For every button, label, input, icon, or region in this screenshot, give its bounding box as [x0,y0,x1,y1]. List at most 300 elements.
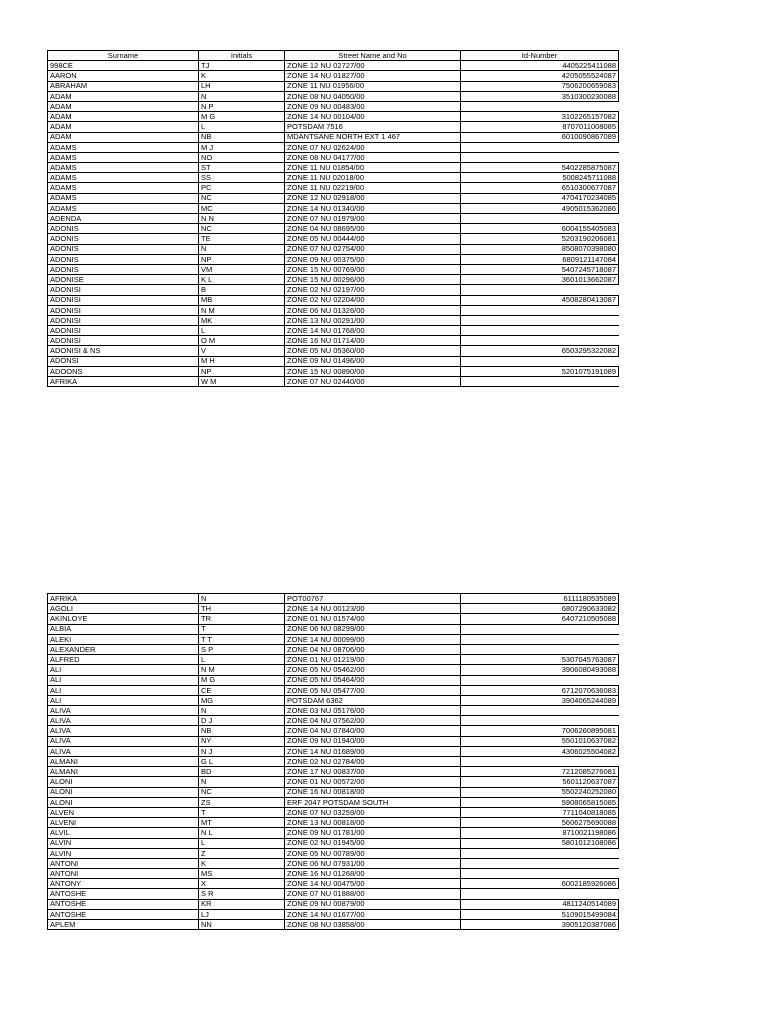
surname-cell: ADONIS [48,224,199,234]
surname-cell: ADONISI [48,305,199,315]
initials-cell: B [199,285,285,295]
surname-cell: AKINLOYE [48,614,199,624]
table-row [48,203,619,213]
street-cell: ZONE 01 NU 01574/00 [285,614,461,624]
street-cell: ZONE 08 NU 04050/00 [285,91,461,101]
surname-cell: ALIVA [48,706,199,716]
surname-cell: ALVENI [48,818,199,828]
street-cell: ZONE 09 NU 00375/00 [285,254,461,264]
table-row [48,838,619,848]
street-cell: ZONE 15 NU 00890/00 [285,366,461,376]
table-row [48,757,619,767]
surname-cell: ADAMS [48,163,199,173]
surname-cell: ALIVA [48,736,199,746]
street-cell: ZONE 04 NU 07840/00 [285,726,461,736]
table-row [48,101,619,111]
id-number-cell [461,336,619,346]
street-cell: ZONE 11 NU 02219/00 [285,183,461,193]
surname-cell: 998CE [48,61,199,71]
street-cell: ZONE 11 NU 01956/00 [285,81,461,91]
street-cell: ZONE 09 NU 01496/00 [285,356,461,366]
table-row [48,366,619,376]
surname-cell: ALMANI [48,757,199,767]
initials-cell: K L [199,275,285,285]
initials-cell: TE [199,234,285,244]
id-number-cell [461,152,619,162]
surname-cell: ADAM [48,132,199,142]
table-row [48,91,619,101]
surname-cell: ADONISI & NS [48,346,199,356]
street-cell: ZONE 16 NU 00818/00 [285,787,461,797]
id-number-cell: 6111180535089 [461,594,619,604]
initials-cell: L [199,326,285,336]
surname-cell: ANTOSHE [48,909,199,919]
table-row [48,254,619,264]
street-cell: ZONE 14 NU 01340/00 [285,203,461,213]
initials-cell: V [199,346,285,356]
table-row [48,183,619,193]
street-cell: ZONE 06 NU 01326/00 [285,305,461,315]
initials-cell: MK [199,315,285,325]
surname-cell: ADONISI [48,285,199,295]
table-row [48,604,619,614]
id-number-cell: 3510300230088 [461,91,619,101]
table-row [48,142,619,152]
surname-cell: ALVIN [48,848,199,858]
table-row [48,736,619,746]
surname-cell: ALEKI [48,634,199,644]
initials-cell: N [199,706,285,716]
surname-cell: ADAM [48,122,199,132]
initials-cell: S P [199,644,285,654]
street-cell: POTSDAM 6362 [285,695,461,705]
table-row [48,797,619,807]
table-row [48,665,619,675]
table-row [48,346,619,356]
initials-cell: NC [199,193,285,203]
table-row [48,244,619,254]
table-row [48,624,619,634]
id-number-cell [461,377,619,387]
table-row [48,594,619,604]
initials-cell: X [199,879,285,889]
initials-cell: NY [199,736,285,746]
surname-cell: AFRIKA [48,594,199,604]
id-number-cell: 5109015499084 [461,909,619,919]
id-number-cell: 5606275690088 [461,818,619,828]
initials-cell: NO [199,152,285,162]
table-row [48,356,619,366]
surname-cell: ANTONY [48,879,199,889]
initials-cell: M H [199,356,285,366]
surname-cell: ALVEN [48,807,199,817]
initials-cell: CE [199,685,285,695]
table-row [48,315,619,325]
initials-cell: NB [199,726,285,736]
table-row [48,305,619,315]
id-number-cell [461,675,619,685]
table-row [48,173,619,183]
table-row [48,828,619,838]
initials-cell: T [199,807,285,817]
surname-cell: ADAM [48,112,199,122]
surname-cell: ANTONI [48,869,199,879]
table-row [48,336,619,346]
table-row [48,746,619,756]
initials-cell: N [199,594,285,604]
id-number-cell [461,757,619,767]
street-cell: ZONE 12 NU 02727/00 [285,61,461,71]
surname-cell: ADONISI [48,315,199,325]
table-row [48,214,619,224]
surname-cell: ANTONI [48,858,199,868]
street-cell: ZONE 14 NU 00104/00 [285,112,461,122]
initials-cell: MC [199,203,285,213]
initials-cell: LJ [199,909,285,919]
id-number-cell: 7506200659083 [461,81,619,91]
street-cell: ERF 2047 POTSDAM SOUTH [285,797,461,807]
table-row [48,61,619,71]
table-2-body [48,594,619,930]
initials-cell: NP [199,366,285,376]
table-row [48,879,619,889]
surname-cell: ALEXANDER [48,644,199,654]
surname-cell: ADAM [48,101,199,111]
table-row [48,848,619,858]
surname-cell: ADONIS [48,264,199,274]
surname-cell: ALVIL [48,828,199,838]
street-cell: ZONE 02 NU 02204/00 [285,295,461,305]
surname-cell: ADAMS [48,193,199,203]
initials-cell: KR [199,899,285,909]
street-cell: ZONE 14 NU 01677/00 [285,909,461,919]
id-number-cell [461,315,619,325]
surname-cell: ADONISE [48,275,199,285]
id-number-cell [461,848,619,858]
street-cell: ZONE 11 NU 01854/00 [285,163,461,173]
initials-cell: S R [199,889,285,899]
surname-cell: ABRAHAM [48,81,199,91]
initials-cell: L [199,838,285,848]
initials-cell: LH [199,81,285,91]
initials-cell: BD [199,767,285,777]
id-number-cell: 5402285875087 [461,163,619,173]
street-cell: ZONE 09 NU 00879/00 [285,899,461,909]
street-cell: ZONE 09 NU 01781/00 [285,828,461,838]
id-number-cell: 4905015362086 [461,203,619,213]
table-row [48,706,619,716]
initials-cell: N L [199,828,285,838]
surname-cell: ADENDA [48,214,199,224]
street-cell: ZONE 07 NU 01979/00 [285,214,461,224]
table-row [48,858,619,868]
id-number-cell: 6004155405083 [461,224,619,234]
id-number-cell: 5203190206081 [461,234,619,244]
id-number-cell: 7212085276081 [461,767,619,777]
surname-cell: ALIVA [48,726,199,736]
id-number-cell: 3601013662087 [461,275,619,285]
id-number-cell: 4811240514089 [461,899,619,909]
street-cell: ZONE 02 NU 01945/00 [285,838,461,848]
initials-cell: N M [199,305,285,315]
initials-cell: M J [199,142,285,152]
surname-cell: ADAMS [48,183,199,193]
street-cell: ZONE 14 NU 00475/00 [285,879,461,889]
id-number-cell: 6807290633082 [461,604,619,614]
id-number-cell: 5502240252080 [461,787,619,797]
id-number-cell: 5307045763087 [461,655,619,665]
street-cell: ZONE 14 NU 01689/00 [285,746,461,756]
surname-cell: ALFRED [48,655,199,665]
initials-cell: K [199,858,285,868]
initials-cell: N P [199,101,285,111]
initials-cell: M G [199,675,285,685]
surname-cell: APLEM [48,920,199,930]
table-row [48,695,619,705]
id-number-cell [461,889,619,899]
initials-cell: NC [199,787,285,797]
initials-cell: M G [199,112,285,122]
surname-cell: ALI [48,685,199,695]
street-cell: ZONE 04 NU 07562/00 [285,716,461,726]
id-number-cell: 5501010637082 [461,736,619,746]
id-number-cell: 4205055524087 [461,71,619,81]
table-row [48,675,619,685]
initials-cell: NB [199,132,285,142]
id-number-cell: 3906080493088 [461,665,619,675]
street-cell: ZONE 11 NU 02018/00 [285,173,461,183]
id-number-cell: 8710021198086 [461,828,619,838]
id-number-cell: 5801012108086 [461,838,619,848]
street-cell: ZONE 16 NU 01268/00 [285,869,461,879]
residents-table-2 [47,593,619,930]
street-cell: ZONE 05 NU 05462/00 [285,665,461,675]
table-row [48,889,619,899]
table-row [48,71,619,81]
id-number-cell: 3102265157082 [461,112,619,122]
street-cell: ZONE 05 NU 00789/00 [285,848,461,858]
table-row [48,818,619,828]
street-cell: POT00767 [285,594,461,604]
surname-cell: ADONISI [48,295,199,305]
initials-cell: TR [199,614,285,624]
id-number-cell: 5407245718087 [461,264,619,274]
street-cell: ZONE 15 NU 00296/00 [285,275,461,285]
id-number-cell: 5201075191089 [461,366,619,376]
table-row [48,377,619,387]
initials-cell: N [199,91,285,101]
surname-header: Surname [48,51,199,61]
street-cell: ZONE 14 NU 01827/00 [285,71,461,81]
street-cell: ZONE 08 NU 04177/00 [285,152,461,162]
id-number-cell [461,869,619,879]
surname-cell: ALONI [48,777,199,787]
initials-cell: ZS [199,797,285,807]
id-number-cell [461,858,619,868]
street-cell: ZONE 07 NU 02440/00 [285,377,461,387]
table-row [48,112,619,122]
initials-cell: MG [199,695,285,705]
surname-cell: AFRIKA [48,377,199,387]
street-cell: ZONE 14 NU 00123/00 [285,604,461,614]
street-cell: ZONE 06 NU 08299/00 [285,624,461,634]
id-number-cell: 5601120637087 [461,777,619,787]
table-row [48,614,619,624]
table-row [48,234,619,244]
street-cell: ZONE 04 NU 08695/00 [285,224,461,234]
initials-cell: W M [199,377,285,387]
surname-cell: ADAMS [48,173,199,183]
id-number-cell [461,214,619,224]
street-cell: ZONE 13 NU 00291/00 [285,315,461,325]
street-cell: ZONE 01 NU 00572/00 [285,777,461,787]
initials-cell: N M [199,665,285,675]
initials-cell: N [199,244,285,254]
initials-cell: NN [199,920,285,930]
street-cell: ZONE 07 NU 01888/00 [285,889,461,899]
id-number-cell [461,285,619,295]
surname-cell: ADAMS [48,142,199,152]
table-row [48,285,619,295]
surname-cell: ALIVA [48,716,199,726]
street-cell: POTSDAM 7516 [285,122,461,132]
street-cell: ZONE 08 NU 03858/00 [285,920,461,930]
table-row [48,224,619,234]
table-row [48,295,619,305]
street-cell: ZONE 09 NU 01940/00 [285,736,461,746]
table-row [48,777,619,787]
id-number-cell: 4508280413087 [461,295,619,305]
street-cell: ZONE 16 NU 01714/00 [285,336,461,346]
surname-cell: ALONI [48,797,199,807]
surname-cell: ALI [48,665,199,675]
initials-cell: O M [199,336,285,346]
initials-cell: MS [199,869,285,879]
street-cell: ZONE 07 NU 02754/00 [285,244,461,254]
surname-cell: ADOONS [48,366,199,376]
id-number-cell [461,716,619,726]
street-cell: ZONE 06 NU 07931/00 [285,858,461,868]
street-cell: ZONE 05 NU 00444/00 [285,234,461,244]
id-number-cell: 6503295322082 [461,346,619,356]
table-row [48,264,619,274]
initials-cell: L [199,655,285,665]
id-number-cell: 6002185926086 [461,879,619,889]
initials-cell: N [199,777,285,787]
table-1-body [48,61,619,387]
initials-cell: N N [199,214,285,224]
initials-cell: T [199,624,285,634]
id-number-cell: 3904065244089 [461,695,619,705]
initials-cell: T T [199,634,285,644]
id-number-cell: 4306025504082 [461,746,619,756]
initials-cell: SS [199,173,285,183]
id-number-cell: 7711040818085 [461,807,619,817]
id-number-cell [461,101,619,111]
initials-cell: TH [199,604,285,614]
initials-cell: D J [199,716,285,726]
id-number-cell: 6510300677087 [461,183,619,193]
surname-cell: ADONIS [48,254,199,264]
initials-cell: TJ [199,61,285,71]
initials-cell: MT [199,818,285,828]
street-cell: ZONE 09 NU 00483/00 [285,101,461,111]
surname-cell: ANTOSHE [48,889,199,899]
table-row [48,634,619,644]
street-cell: ZONE 01 NU 01219/00 [285,655,461,665]
table-row [48,122,619,132]
initials-cell: VM [199,264,285,274]
street-cell: ZONE 04 NU 08706/00 [285,644,461,654]
street-cell: ZONE 03 NU 05176/00 [285,706,461,716]
id-number-cell [461,326,619,336]
initials-cell: NC [199,224,285,234]
id-number-cell: 5008245711088 [461,173,619,183]
table-row [48,716,619,726]
table-row [48,193,619,203]
table-row [48,920,619,930]
street-cell: ZONE 07 NU 02624/00 [285,142,461,152]
table-row [48,655,619,665]
table-row [48,869,619,879]
surname-cell: ANTOSHE [48,899,199,909]
initials-cell: MB [199,295,285,305]
table-row [48,132,619,142]
surname-cell: AARON [48,71,199,81]
id-number-header: Id-Number [461,51,619,61]
street-cell: ZONE 02 NU 02784/00 [285,757,461,767]
street-cell: ZONE 13 NU 00818/00 [285,818,461,828]
surname-cell: ALONI [48,787,199,797]
surname-cell: ALIVA [48,746,199,756]
initials-cell: N J [199,746,285,756]
id-number-cell: 4704170234085 [461,193,619,203]
street-cell: ZONE 12 NU 02918/00 [285,193,461,203]
id-number-cell: 6407210505088 [461,614,619,624]
table-row [48,807,619,817]
id-number-cell [461,142,619,152]
surname-cell: ADONSI [48,356,199,366]
surname-cell: ADAMS [48,203,199,213]
initials-cell: ST [199,163,285,173]
surname-cell: ADONIS [48,234,199,244]
header-row [48,51,619,61]
street-cell: MDANTSANE NORTH EXT 1 467 [285,132,461,142]
initials-cell: G L [199,757,285,767]
id-number-cell [461,624,619,634]
street-header: Street Name and No [285,51,461,61]
initials-header: Initials [199,51,285,61]
table-row [48,726,619,736]
street-cell: ZONE 05 NU 05477/00 [285,685,461,695]
table-row [48,163,619,173]
table-row [48,909,619,919]
surname-cell: ALMANI [48,767,199,777]
street-cell: ZONE 14 NU 01768/00 [285,326,461,336]
surname-cell: ALVIN [48,838,199,848]
street-cell: ZONE 05 NU 05360/00 [285,346,461,356]
initials-cell: K [199,71,285,81]
table-row [48,81,619,91]
table-row [48,644,619,654]
initials-cell: NP [199,254,285,264]
id-number-cell: 6712070636083 [461,685,619,695]
surname-cell: ADONISI [48,326,199,336]
id-number-cell [461,634,619,644]
table-row [48,275,619,285]
id-number-cell: 5908065815085 [461,797,619,807]
id-number-cell: 6809121147084 [461,254,619,264]
